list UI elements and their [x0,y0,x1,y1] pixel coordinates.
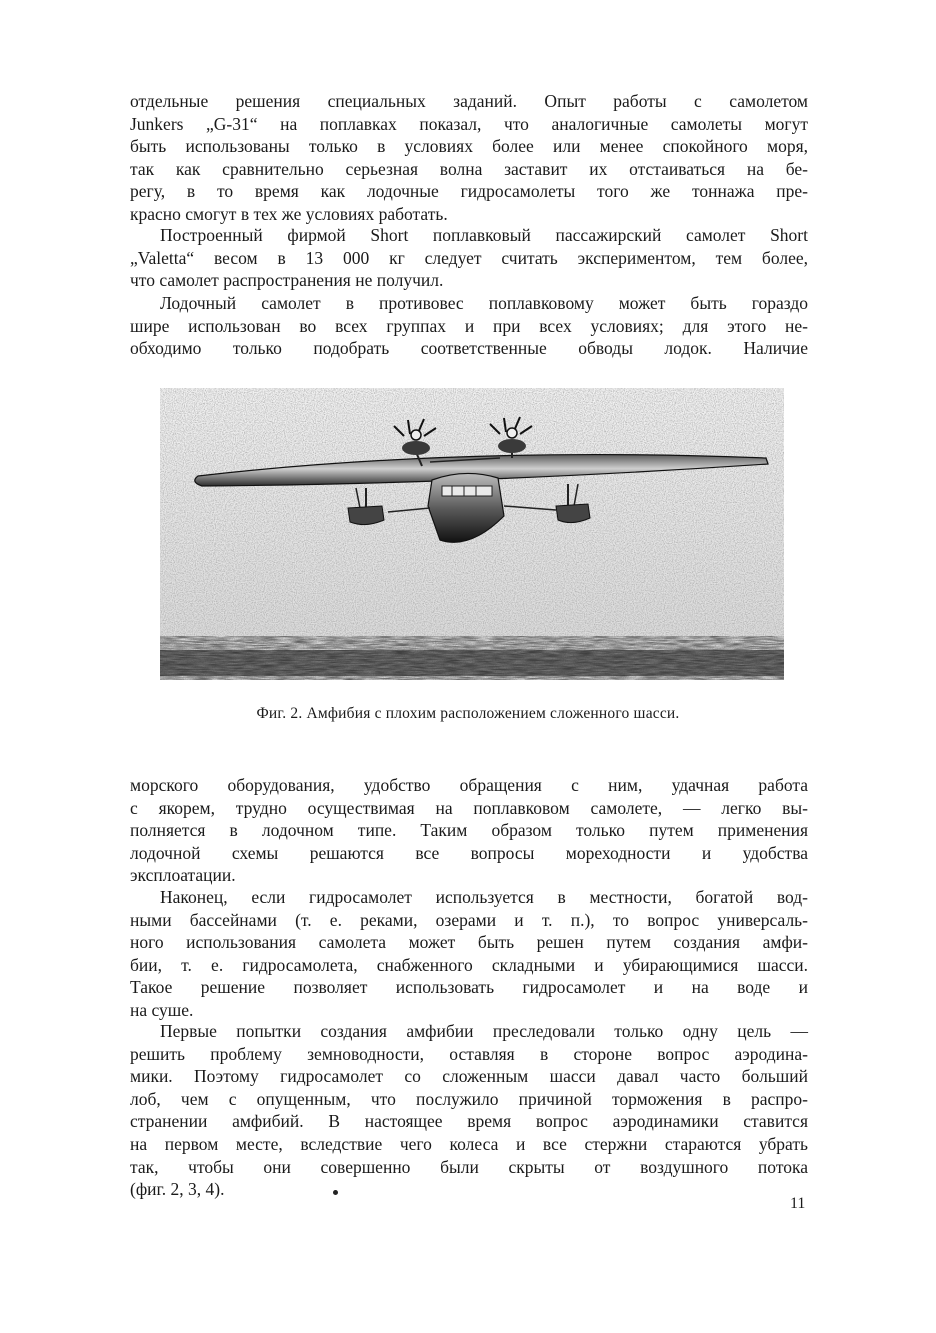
text-line: с якорем, трудно осуществимая на поплавковом самолете, — легко вы- [130,797,808,818]
paragraph-5 [130,886,808,1022]
text-line: что самолет распространения не получил. [130,270,444,291]
text-line: решить проблему земноводности, оставляя в стороне вопрос аэродина- [130,1043,808,1064]
text-line: ными бассейнами (т. е. реками, озерами и т. п.), то вопрос универсаль- [130,909,808,930]
text-line: Построенный фирмой Short поплавковый пассажирский самолет Short [160,225,808,245]
text-line: регу, в то время как лодочные гидросамолеты того же тоннажа пре- [130,181,808,202]
text-line: так как сравнительно серьезная волна заставит их отстаиваться на бе- [130,158,808,179]
text-line: быть использованы только в условиях более или менее спокойного моря, [130,136,808,157]
figure-caption: Фиг. 2. Амфибия с плохим расположением сложенного шасси. [256,705,680,722]
text-line: мики. Поэтому гидросамолет со сложенным шасси давал часто больший [130,1066,808,1087]
paragraph-4 [130,774,808,887]
text-line: (фиг. 2, 3, 4). [130,1179,225,1200]
text-line: Такое решение позволяет использовать гидросамолет и на воде и [130,977,808,998]
text-line: красно смогут в тех же условиях работать. [130,203,448,224]
text-line: „Valetta“ весом в 13 000 кг следует считать экспериментом, тем более, [130,247,808,268]
text-line: ного использования самолета может быть решен путем создания амфи- [130,932,808,953]
text-line: лодочной схемы решаются все вопросы мореходности и удобства [130,842,808,863]
text-line: странении амфибий. В настоящее время вопрос аэродинамики ставится [130,1111,808,1132]
text-line: эксплоатации. [130,865,236,886]
text-line: Лодочный самолет в противовес поплавковому может быть гораздо [160,293,808,313]
page-number: 11 [790,1195,806,1212]
text-line: морского оборудования, удобство обращения с ним, удачная работа [130,775,808,795]
text-line: шире использован во всех группах и при всех условиях; для этого не- [130,315,808,336]
print-speck [333,1190,338,1195]
paragraph-3 [130,292,808,360]
text-line: полняется в лодочном типе. Таким образом только путем применения [130,820,808,841]
text-line: так, чтобы они совершенно были скрыты от воздушного потока [130,1156,808,1177]
paragraph-2 [130,224,808,292]
text-line: на суше. [130,999,194,1020]
text-line: Первые попытки создания амфибии преследовали только одну цель — [160,1021,808,1041]
amphibian-aircraft-photo [160,388,784,680]
paragraph-1 [130,90,808,226]
text-line: бии, т. е. гидросамолета, снабженного складными и убирающимися шасси. [130,954,808,975]
text-line: обходимо только подобрать соответственные обводы лодок. Наличие [130,338,808,359]
text-line: отдельные решения специальных заданий. Опыт работы с самолетом [130,91,808,111]
text-line: на первом месте, вследствие чего колеса и все стержни стараются убрать [130,1133,808,1154]
text-line: лоб, чем с опущенным, что послужило причиной торможения в распро- [130,1088,808,1109]
text-line: Junkers „G-31“ на поплавках показал, что аналогичные самолеты могут [130,113,808,134]
text-line: Наконец, если гидросамолет используется в местности, богатой вод- [160,887,808,907]
paragraph-6 [130,1020,808,1201]
